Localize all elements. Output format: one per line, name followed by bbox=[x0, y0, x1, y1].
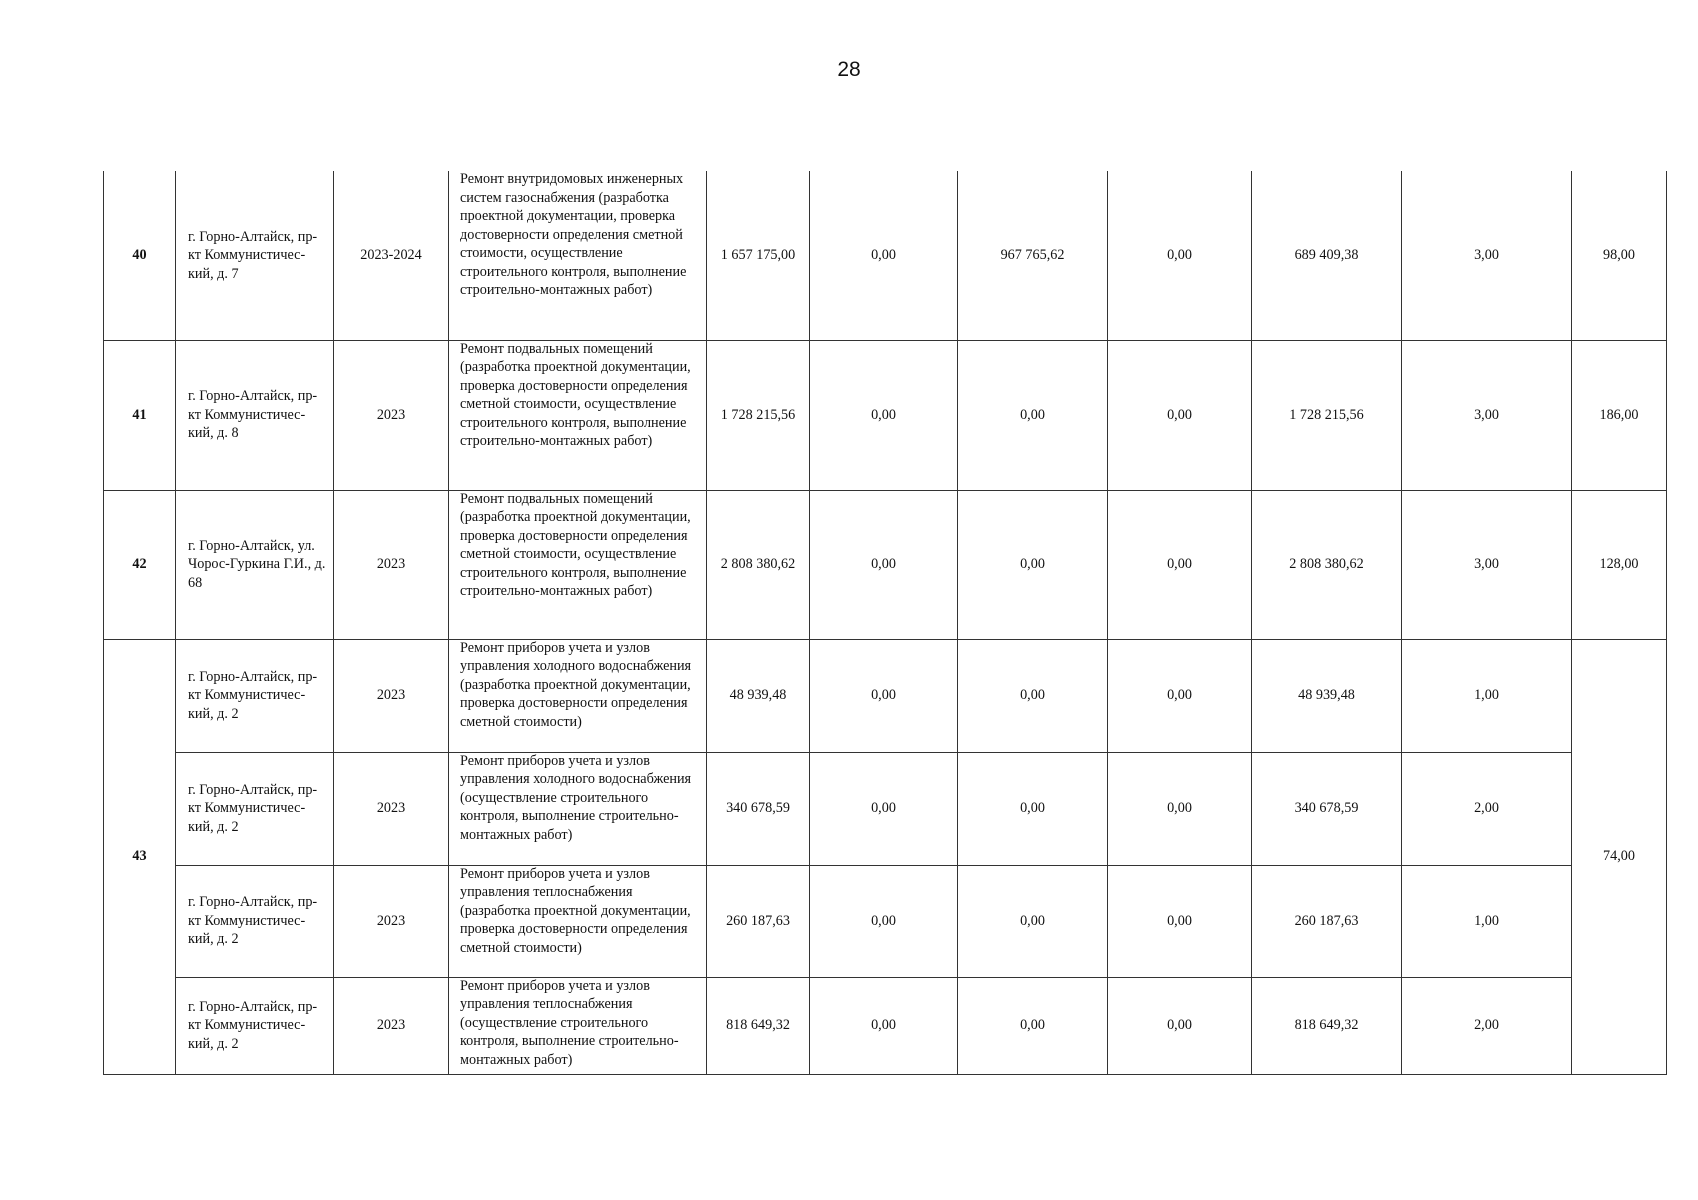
work-description-cell: Ремонт приборов учета и узлов управления теплоснабжения (разработка проектной документации, проверка достоверности определения сметной стоимости) bbox=[449, 865, 707, 977]
value-cell: 2,00 bbox=[1402, 752, 1572, 865]
work-description-cell: Ремонт приборов учета и узлов управления теплоснабжения (осуществление строительного контроля, выполнение строительно-монтажных работ) bbox=[449, 977, 707, 1074]
work-description-cell: Ремонт подвальных помещений (разработка проектной документации, проверка достоверности определения сметной стоимости, осуществление строительного контроля, выполнение строительно-монтажных работ) bbox=[449, 490, 707, 639]
address-cell: г. Горно-Алтайск, ул. Чорос-Гуркина Г.И., д. 68 bbox=[176, 490, 334, 639]
amount-cell: 0,00 bbox=[958, 865, 1108, 977]
value-cell: 3,00 bbox=[1402, 490, 1572, 639]
total-cost-cell: 48 939,48 bbox=[707, 639, 810, 752]
total-cost-cell: 1 728 215,56 bbox=[707, 340, 810, 490]
value-cell: 186,00 bbox=[1572, 340, 1667, 490]
amount-cell: 1 728 215,56 bbox=[1252, 340, 1402, 490]
value-cell: 98,00 bbox=[1572, 171, 1667, 340]
value-cell: 1,00 bbox=[1402, 865, 1572, 977]
capital-repair-table bbox=[103, 171, 1667, 1075]
amount-cell: 0,00 bbox=[810, 639, 958, 752]
row-number: 43 bbox=[104, 639, 176, 1074]
amount-cell: 0,00 bbox=[810, 171, 958, 340]
value-cell: 3,00 bbox=[1402, 340, 1572, 490]
work-description-cell: Ремонт внутридомовых инженерных систем газоснабжения (разработка проектной документации, проверка достоверности определения сметной стоимости, осуществление строительного контроля, выполнение строительно-монтажных работ) bbox=[449, 171, 707, 340]
amount-cell: 0,00 bbox=[958, 639, 1108, 752]
amount-cell: 0,00 bbox=[1108, 340, 1252, 490]
address-cell: г. Горно-Алтайск, пр-кт Коммунистичес-кий, д. 2 bbox=[176, 977, 334, 1074]
amount-cell: 0,00 bbox=[958, 490, 1108, 639]
value-cell: 1,00 bbox=[1402, 639, 1572, 752]
amount-cell: 0,00 bbox=[1108, 752, 1252, 865]
years-cell: 2023-2024 bbox=[334, 171, 449, 340]
table-row bbox=[104, 171, 1667, 340]
amount-cell: 0,00 bbox=[810, 865, 958, 977]
address-cell: г. Горно-Алтайск, пр-кт Коммунистичес-кий, д. 2 bbox=[176, 752, 334, 865]
address-cell: г. Горно-Алтайск, пр-кт Коммунистичес-кий, д. 2 bbox=[176, 865, 334, 977]
table-row bbox=[104, 752, 1667, 865]
years-cell: 2023 bbox=[334, 865, 449, 977]
row-number: 40 bbox=[104, 171, 176, 340]
page-number: 28 bbox=[837, 58, 861, 81]
amount-cell: 0,00 bbox=[958, 977, 1108, 1074]
years-cell: 2023 bbox=[334, 752, 449, 865]
amount-cell: 0,00 bbox=[958, 340, 1108, 490]
address-cell: г. Горно-Алтайск, пр-кт Коммунистичес-кий, д. 2 bbox=[176, 639, 334, 752]
total-cost-cell: 2 808 380,62 bbox=[707, 490, 810, 639]
table-row bbox=[104, 340, 1667, 490]
years-cell: 2023 bbox=[334, 490, 449, 639]
amount-cell: 260 187,63 bbox=[1252, 865, 1402, 977]
amount-cell: 0,00 bbox=[1108, 171, 1252, 340]
amount-cell: 2 808 380,62 bbox=[1252, 490, 1402, 639]
table-row bbox=[104, 490, 1667, 639]
years-cell: 2023 bbox=[334, 639, 449, 752]
work-description-cell: Ремонт приборов учета и узлов управления холодного водоснабжения (разработка проектной документации, проверка достоверности определения сметной стоимости) bbox=[449, 639, 707, 752]
value-cell: 3,00 bbox=[1402, 171, 1572, 340]
row-number: 41 bbox=[104, 340, 176, 490]
table-row bbox=[104, 977, 1667, 1074]
amount-cell: 0,00 bbox=[1108, 865, 1252, 977]
total-cost-cell: 818 649,32 bbox=[707, 977, 810, 1074]
address-cell: г. Горно-Алтайск, пр-кт Коммунистичес-кий, д. 8 bbox=[176, 340, 334, 490]
amount-cell: 0,00 bbox=[958, 752, 1108, 865]
amount-cell: 967 765,62 bbox=[958, 171, 1108, 340]
amount-cell: 0,00 bbox=[810, 752, 958, 865]
table-row bbox=[104, 865, 1667, 977]
amount-cell: 0,00 bbox=[810, 340, 958, 490]
total-cost-cell: 260 187,63 bbox=[707, 865, 810, 977]
years-cell: 2023 bbox=[334, 340, 449, 490]
amount-cell: 0,00 bbox=[1108, 639, 1252, 752]
total-cost-cell: 1 657 175,00 bbox=[707, 171, 810, 340]
address-cell: г. Горно-Алтайск, пр-кт Коммунистичес-кий, д. 7 bbox=[176, 171, 334, 340]
amount-cell: 0,00 bbox=[810, 490, 958, 639]
amount-cell: 818 649,32 bbox=[1252, 977, 1402, 1074]
amount-cell: 340 678,59 bbox=[1252, 752, 1402, 865]
row-number: 42 bbox=[104, 490, 176, 639]
value-cell: 2,00 bbox=[1402, 977, 1572, 1074]
work-description-cell: Ремонт приборов учета и узлов управления холодного водоснабжения (осуществление строительного контроля, выполнение строительно-монтажных работ) bbox=[449, 752, 707, 865]
amount-cell: 689 409,38 bbox=[1252, 171, 1402, 340]
amount-cell: 48 939,48 bbox=[1252, 639, 1402, 752]
total-cost-cell: 340 678,59 bbox=[707, 752, 810, 865]
years-cell: 2023 bbox=[334, 977, 449, 1074]
table-row bbox=[104, 639, 1667, 752]
amount-cell: 0,00 bbox=[810, 977, 958, 1074]
amount-cell: 0,00 bbox=[1108, 977, 1252, 1074]
work-description-cell: Ремонт подвальных помещений (разработка проектной документации, проверка достоверности определения сметной стоимости, осуществление строительного контроля, выполнение строительно-монтажных работ) bbox=[449, 340, 707, 490]
value-cell: 74,00 bbox=[1572, 639, 1667, 1074]
value-cell: 128,00 bbox=[1572, 490, 1667, 639]
amount-cell: 0,00 bbox=[1108, 490, 1252, 639]
